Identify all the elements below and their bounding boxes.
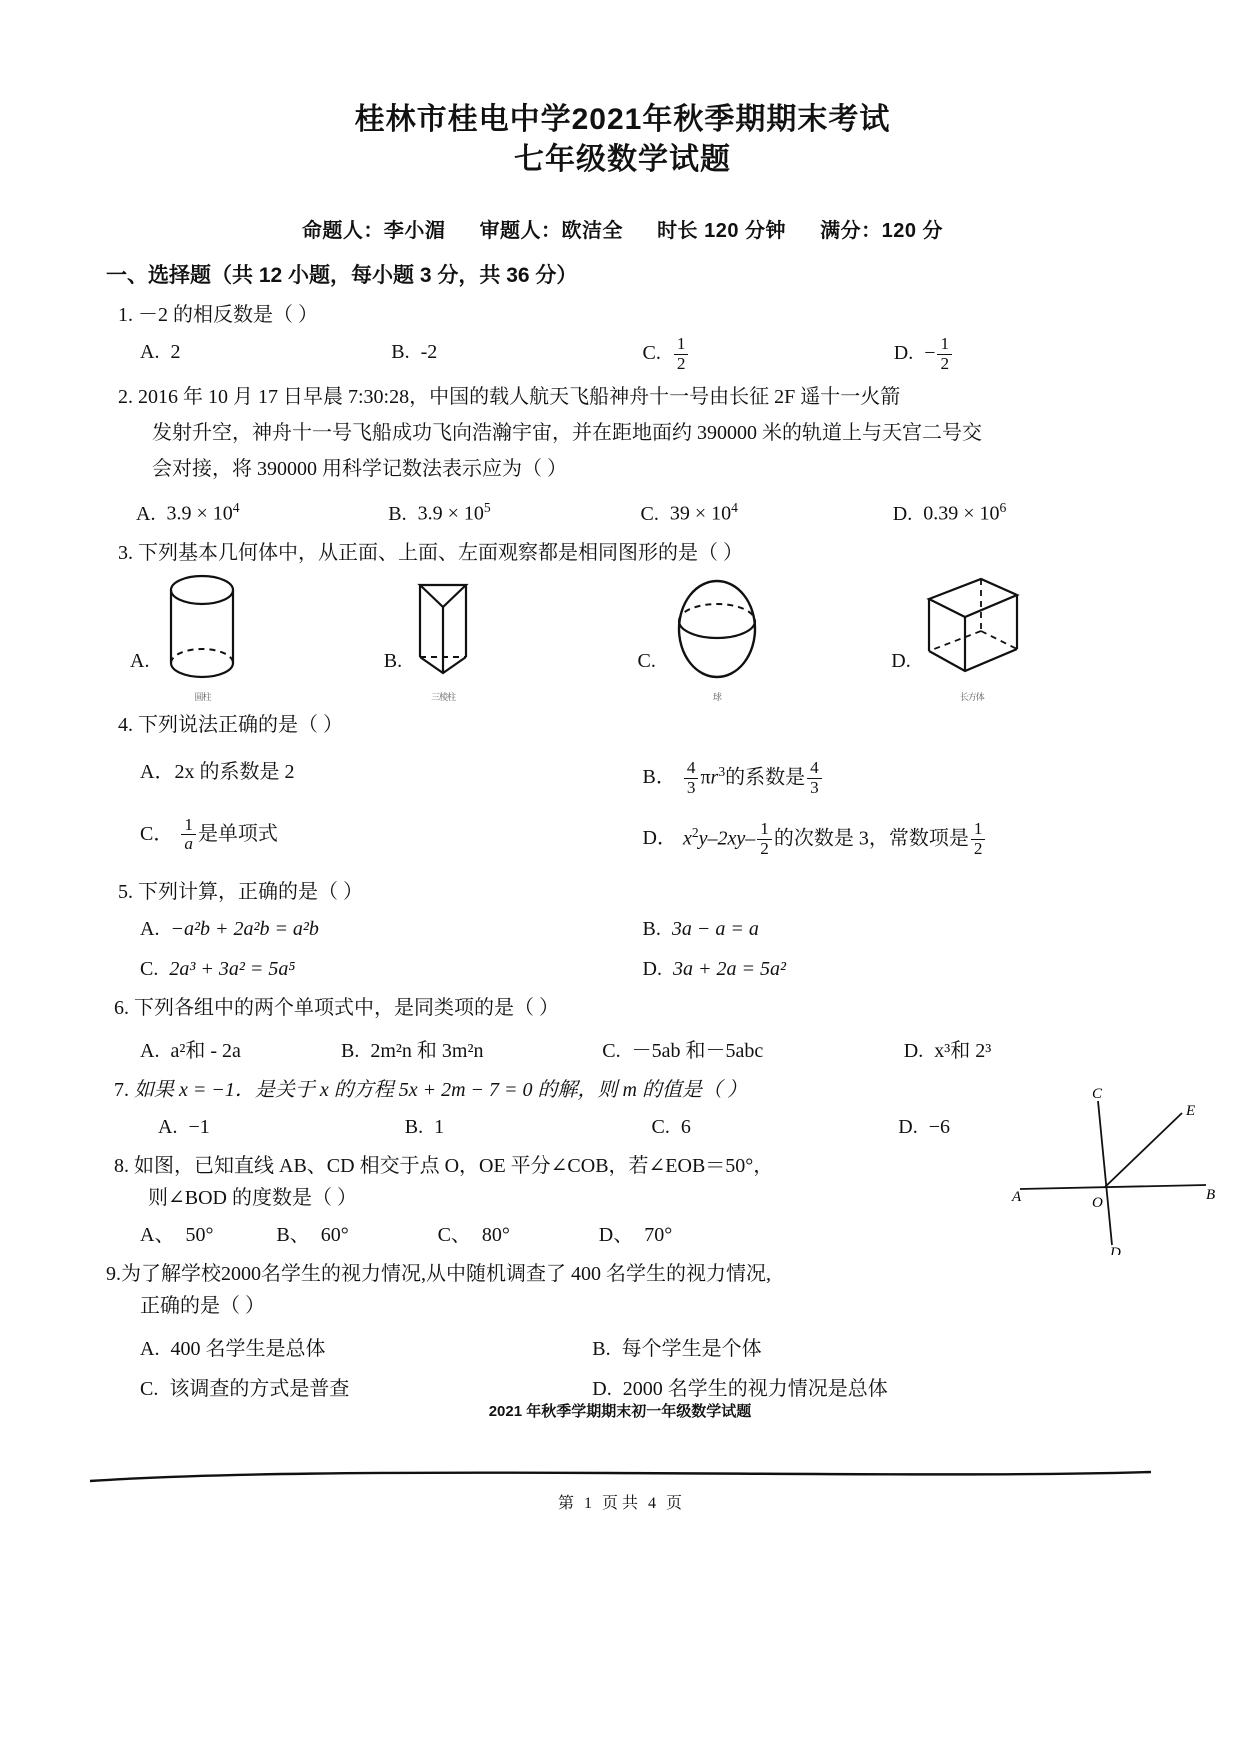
option-8-C-text: 80° (481, 1224, 510, 1247)
option-8-A-text: 50° (185, 1224, 214, 1247)
option-2-B-exponent: 5 (483, 500, 491, 516)
option-4-C-tail: 是单项式 (197, 822, 278, 845)
option-2-B-label: B. (388, 502, 407, 525)
option-6-B-label: B. (341, 1040, 360, 1063)
option-4-D-den2: 2 (971, 839, 986, 859)
option-4-B-fraction2 (807, 759, 822, 797)
option-1-C-numerator: 1 (676, 334, 686, 353)
page-subtitle: 七年级数学试题 (514, 143, 731, 176)
meta-total-score: 满分：120 分 (820, 220, 944, 242)
option-1-D-label: D. (893, 342, 914, 365)
question-5-number: 5. (118, 881, 133, 904)
question-6-text: 下列各组中的两个单项式中，是同类项的是（ ） (134, 997, 559, 1020)
figure-A-caption: 圆柱 (194, 691, 211, 702)
option-1-A-text: 2 (170, 341, 181, 363)
footer-page-indicator (0, 1490, 1240, 1513)
option-2-D-mantissa: 0.39 (923, 502, 959, 525)
option-9-C-label: C. (140, 1378, 159, 1401)
intersecting-lines-diagram (1010, 1085, 1220, 1255)
question-7-options (158, 1110, 1145, 1144)
page-content (100, 100, 1145, 1412)
option-4-B-den2: 3 (807, 778, 822, 798)
option-4-A[interactable] (140, 755, 643, 789)
question-6-stem (114, 992, 1145, 1024)
option-4-D-label: D． (642, 827, 677, 850)
question-3-number: 3. (118, 541, 133, 564)
option-2-A-mantissa: 3.9 (166, 502, 192, 525)
figure-A-wrap (155, 573, 249, 703)
option-4-B-tail: 的系数是 (725, 766, 806, 789)
option-5-D[interactable] (643, 952, 1146, 986)
option-4-D-fraction1 (757, 820, 772, 858)
question-2-options (136, 491, 1145, 531)
figure-B-caption: 三棱柱 (431, 691, 456, 702)
option-8-A-label: A、 (140, 1224, 175, 1247)
option-7-C[interactable] (652, 1110, 899, 1144)
option-1-A[interactable] (140, 335, 391, 369)
question-6-options (140, 1034, 1145, 1068)
option-4-D-num1: 1 (760, 819, 769, 839)
option-4-C-fraction (181, 816, 196, 854)
option-2-A-times: × (196, 502, 208, 525)
figure-label-E: E (1186, 1103, 1196, 1119)
question-6-number: 6. (114, 997, 129, 1020)
figure-option-A[interactable] (130, 573, 384, 703)
option-8-C-label: C、 (437, 1224, 471, 1247)
option-2-B[interactable] (388, 491, 640, 531)
option-2-A[interactable] (136, 491, 388, 531)
option-8-C[interactable] (438, 1218, 599, 1252)
option-4-D-rest: y–2xy– (698, 827, 756, 850)
hand-drawn-rule-icon (88, 1470, 1153, 1484)
option-8-D-text: 70° (644, 1224, 673, 1247)
cuboid-icon (917, 573, 1027, 683)
option-6-C-text: －5ab 和－5abc (631, 1040, 764, 1063)
option-9-B-text: 每个学生是个体 (621, 1338, 762, 1361)
question-8-number: 8. (114, 1155, 129, 1178)
question-5-text: 下列计算，正确的是（ ） (138, 881, 363, 904)
figure-D-label: D. (891, 649, 911, 672)
page-suffix: 页 (666, 1495, 683, 1512)
option-5-D-text: 3a + 2a = 5a² (672, 958, 786, 981)
option-4-B[interactable] (643, 755, 1146, 798)
option-7-B-label: B. (404, 1116, 424, 1139)
option-4-D-den1: 2 (757, 839, 772, 859)
question-1-number: 1. (118, 304, 133, 326)
option-7-D-text: −6 (928, 1116, 950, 1139)
option-2-A-exponent: 4 (232, 500, 240, 516)
option-4-D-x-exp: 2 (691, 824, 699, 840)
option-4-D-num2: 1 (973, 819, 983, 839)
option-4-C[interactable] (140, 816, 643, 854)
option-1-C-fraction (674, 335, 689, 373)
meta-reviewer: 审题人：欧洁全 (479, 220, 623, 242)
option-9-B-label: B. (592, 1338, 611, 1361)
option-6-C-label: C. (602, 1040, 621, 1063)
option-5-B[interactable] (643, 912, 1146, 946)
figure-D-caption: 长方体 (959, 691, 984, 702)
option-6-D[interactable] (904, 1034, 1145, 1068)
option-6-D-label: D. (903, 1040, 924, 1063)
option-8-D-label: D、 (598, 1224, 634, 1247)
sphere-icon (662, 573, 772, 683)
page-middle: 页 共 (601, 1495, 638, 1512)
page-current: 1 (583, 1495, 592, 1512)
figure-label-D: D (1110, 1245, 1121, 1255)
option-4-B-num2: 4 (810, 758, 819, 778)
question-5-stem (118, 876, 1145, 908)
figure-label-C: C (1092, 1086, 1103, 1102)
option-6-D-text: x³和 2³ (934, 1040, 992, 1063)
option-5-A[interactable] (140, 912, 643, 946)
figure-C-label: C. (637, 649, 656, 672)
option-4-C-num: 1 (184, 814, 193, 834)
figure-D-wrap (917, 573, 1027, 703)
question-9-line2: 正确的是（ ） (140, 1295, 265, 1318)
question-2-number: 2. (118, 386, 133, 409)
option-4-D[interactable] (643, 816, 1146, 859)
option-9-C-text: 该调查的方式是普查 (169, 1378, 350, 1401)
option-5-B-label: B. (642, 918, 661, 941)
question-7-text: 如果 x = −1．是关于 x 的方程 5x + 2m − 7 = 0 的解，则 m 的值是（ ） (134, 1079, 747, 1102)
option-7-B-text: 1 (434, 1116, 445, 1139)
exam-meta (100, 214, 1145, 243)
option-5-C-text: 2a³ + 3a² = 5a⁵ (169, 958, 296, 981)
question-4-options-row1 (140, 755, 1145, 798)
footer-divider (88, 1470, 1153, 1484)
question-4-options-row2 (140, 816, 1145, 859)
question-8-line1: 如图，已知直线 AB、CD 相交于点 O，OE 平分∠COB，若∠EOB＝50°， (134, 1155, 774, 1178)
option-2-D-exponent: 6 (999, 500, 1007, 516)
option-1-B[interactable] (391, 335, 642, 369)
figure-C-caption: 球 (712, 691, 721, 702)
figure-C-wrap (662, 573, 772, 703)
meta-author: 命题人：李小湄 (301, 220, 446, 242)
option-6-B[interactable] (341, 1034, 602, 1068)
option-1-A-label: A. (140, 341, 160, 363)
option-7-A-label: A. (158, 1116, 178, 1139)
option-4-D-x: x (682, 827, 692, 850)
option-9-A-text: 400 名学生是总体 (170, 1338, 326, 1361)
question-1-options (140, 335, 1145, 373)
question-1-stem (118, 299, 1145, 331)
option-1-C-label: C. (642, 342, 661, 365)
figure-option-C[interactable] (638, 573, 892, 703)
question-4-number: 4. (118, 713, 133, 736)
option-9-B[interactable] (592, 1332, 1095, 1366)
option-6-A-text: a²和 - 2a (170, 1040, 241, 1063)
option-5-A-label: A. (140, 918, 160, 941)
option-1-D-numerator: 1 (940, 334, 950, 353)
option-4-A-text: A．2x 的系数是 2 (140, 760, 295, 783)
figure-label-B: B (1206, 1187, 1216, 1203)
option-5-C-label: C. (140, 958, 159, 981)
option-6-B-text: 2m²n 和 3m²n (370, 1040, 484, 1063)
option-2-A-label: A. (136, 502, 156, 525)
option-2-A-base: 10 (212, 502, 233, 525)
option-7-A-text: −1 (188, 1116, 210, 1139)
figure-label-A: A (1012, 1189, 1022, 1205)
footer-note: 2021 年秋季学期期末初一年级数学试题 (488, 1403, 752, 1420)
option-6-A[interactable] (140, 1034, 341, 1068)
option-2-D-label: D. (892, 502, 913, 525)
cylinder-icon (155, 573, 249, 683)
option-2-B-base: 10 (463, 502, 484, 525)
question-3-figures (130, 573, 1145, 703)
option-9-A-label: A. (140, 1338, 160, 1361)
meta-duration: 时长 120 分钟 (657, 220, 787, 242)
figure-A-label: A. (130, 649, 150, 672)
option-2-D-base: 10 (979, 502, 1000, 525)
page-title: 桂林市桂电中学2021年秋季期期末考试 (354, 103, 891, 136)
option-1-B-label: B. (391, 341, 410, 363)
question-9-options-row1 (140, 1332, 1145, 1366)
option-4-C-label: C． (140, 822, 174, 845)
question-2-line3: 会对接，将 390000 用科学记数法表示应为（ ） (152, 458, 567, 481)
option-4-B-exp: 3 (718, 763, 726, 779)
option-2-C-mantissa: 39 (669, 502, 690, 525)
option-7-A[interactable] (158, 1110, 405, 1144)
option-9-A[interactable] (140, 1332, 592, 1366)
option-6-A-label: A. (140, 1040, 160, 1063)
page-prefix: 第 (557, 1495, 574, 1512)
option-2-B-mantissa: 3.9 (417, 502, 443, 525)
option-2-C-label: C. (640, 502, 659, 525)
option-4-D-tail: 的次数是 3，常数项是 (773, 827, 969, 850)
option-8-B-text: 60° (320, 1224, 349, 1247)
figure-B-wrap (408, 573, 478, 703)
option-2-C-base: 10 (711, 502, 732, 525)
question-8-options (140, 1218, 760, 1252)
option-2-C-exponent: 4 (731, 500, 738, 516)
option-1-D-fraction (937, 335, 952, 373)
option-4-B-den1: 3 (684, 778, 699, 798)
option-1-D-minus: − (924, 342, 936, 365)
option-8-A[interactable] (140, 1218, 276, 1252)
option-2-C-times: × (694, 502, 707, 525)
option-4-B-pi: π (700, 766, 711, 789)
option-1-D-denominator: 2 (937, 354, 952, 374)
option-4-B-label: B． (642, 766, 676, 789)
question-4-stem (118, 709, 1145, 741)
question-9-line1: 为了解学校2000名学生的视力情况,从中随机调查了 400 名学生的视力情况, (121, 1263, 771, 1286)
option-1-D[interactable] (894, 335, 1145, 373)
page-total: 4 (648, 1495, 656, 1512)
option-2-D[interactable] (893, 491, 1145, 531)
option-4-D-fraction2 (971, 820, 986, 858)
option-9-D-label: D. (592, 1378, 612, 1401)
option-7-C-text: 6 (680, 1116, 691, 1139)
option-1-B-text: -2 (420, 341, 438, 363)
option-9-D-text: 2000 名学生的视力情况是总体 (622, 1378, 888, 1401)
triangular-prism-icon (408, 573, 478, 683)
option-5-A-text: −a²b + 2a²b = a²b (170, 918, 319, 941)
option-7-C-label: C. (651, 1116, 670, 1139)
option-1-C[interactable] (643, 335, 894, 373)
option-5-B-text: 3a − a = a (671, 918, 759, 941)
option-7-B[interactable] (405, 1110, 652, 1144)
question-8-figure (1010, 1085, 1220, 1255)
figure-B-label: B. (383, 649, 403, 672)
question-2-stem (118, 379, 1145, 487)
option-2-B-times: × (447, 502, 459, 525)
question-9-stem (106, 1258, 906, 1322)
question-3-text: 下列基本几何体中，从正面、上面、左面观察都是相同图形的是（ ） (138, 541, 743, 564)
question-7-number: 7. (114, 1079, 129, 1102)
option-4-C-den: a (181, 834, 196, 854)
figure-option-D[interactable] (891, 573, 1145, 703)
option-4-B-r: r (710, 766, 719, 789)
question-7-stem (114, 1074, 1145, 1106)
question-5-options-row1 (140, 912, 1145, 946)
question-3-stem (118, 537, 1145, 569)
option-5-D-label: D. (642, 958, 662, 981)
option-8-B-label: B、 (276, 1224, 310, 1247)
section-heading-choice: 一、选择题（共 12 小题，每小题 3 分，共 36 分） (106, 264, 578, 287)
option-2-C[interactable] (641, 491, 893, 531)
question-2-line2: 发射升空，神舟十一号飞船成功飞向浩瀚宇宙，并在距地面约 390000 米的轨道上与天宫二号交 (152, 422, 982, 445)
option-8-B[interactable] (276, 1218, 437, 1252)
question-8-line2: 则∠BOD 的度数是（ ） (148, 1187, 357, 1210)
question-1-text: －2 的相反数是（ ） (138, 304, 318, 326)
option-2-D-times: × (963, 502, 975, 525)
question-5-options-row2 (140, 952, 1145, 986)
option-7-D-label: D. (898, 1116, 918, 1139)
figure-option-B[interactable] (384, 573, 638, 703)
option-4-B-num1: 4 (686, 758, 696, 778)
option-4-B-fraction1 (684, 759, 699, 797)
question-4-text: 下列说法正确的是（ ） (138, 713, 343, 736)
option-5-C[interactable] (140, 952, 643, 986)
question-8-stem (114, 1150, 874, 1214)
question-9-number: 9. (106, 1263, 121, 1286)
option-8-D[interactable] (599, 1218, 760, 1252)
option-1-C-denominator: 2 (674, 354, 689, 374)
figure-label-O: O (1092, 1195, 1103, 1211)
question-2-line1: 2016 年 10 月 17 日早晨 7:30:28，中国的载人航天飞船神舟十一号由长征 2F 遥十一火箭 (138, 386, 901, 409)
option-6-C[interactable] (602, 1034, 904, 1068)
